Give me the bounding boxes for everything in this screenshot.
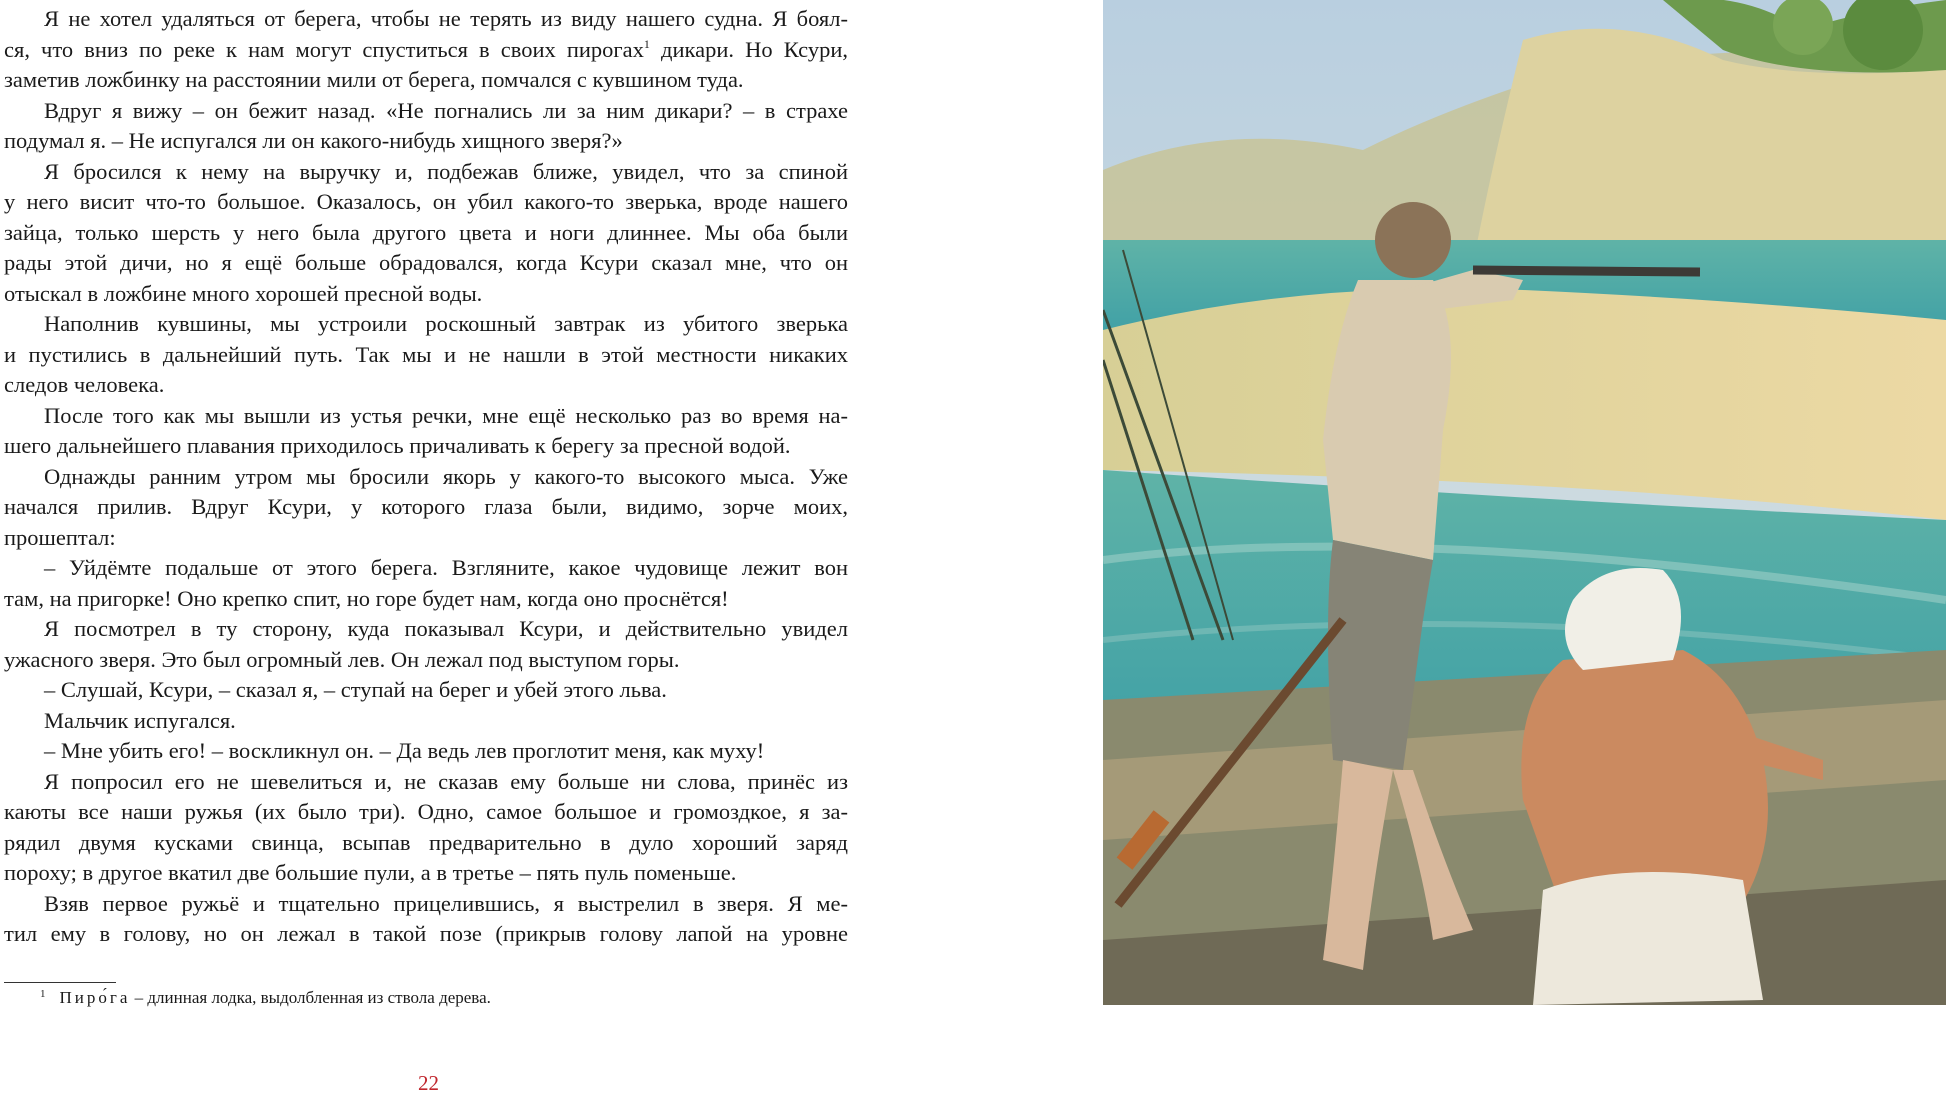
footnote-divider <box>4 982 116 983</box>
footnote-ref: 1 <box>643 36 650 51</box>
text-line: рады этой дичи, но я ещё больше обрадовался, когда Ксури сказал мне, что он <box>4 250 848 275</box>
text-line: у него висит что-то большое. Оказалось, он убил какого-то зверька, вроде нашего <box>4 189 848 214</box>
text-line: ся, что вниз по реке к нам могут спуститься в своих пирогах$^1$ дикари. Но Ксури, <box>4 36 848 62</box>
text-line: пороху; в другое вкатил две большие пули, а в третье – пять пуль поменьше. <box>4 860 737 885</box>
text-line: – Мне убить его! – воскликнул он. – Да ведь лев проглотит меня, как муху! <box>44 738 765 763</box>
illustration-hunter-on-boat <box>1103 0 1946 1005</box>
text-line: Вдруг я вижу – он бежит назад. «Не погнались ли за ним дикари? – в страхе <box>44 97 848 123</box>
footnote <box>40 988 491 1008</box>
text-line: начался прилив. Вдруг Ксури, у которого глаза были, видимо, зорче моих, <box>4 494 848 519</box>
main-text <box>4 4 848 950</box>
text-line: тил ему в голову, но он лежал в такой позе (прикрыв голову лапой на уровне <box>4 921 848 946</box>
text-line: Я бросился к нему на выручку и, подбежав ближе, увидел, что за спиной <box>44 158 848 184</box>
footnote-number: 1 <box>40 988 46 1000</box>
text-line: Мальчик испугался. <box>44 707 236 733</box>
text-line: шего дальнейшего плавания приходилось причаливать к берегу за пресной водой. <box>4 433 791 458</box>
text-line: – Уйдёмте подальше от этого берега. Взгляните, какое чудовище лежит вон <box>44 555 848 580</box>
footnote-definition: – длинная лодка, выдолбленная из ствола дерева. <box>130 988 491 1007</box>
text-line: подумал я. – Не испугался ли он какого-нибудь хищного зверя?» <box>4 128 623 153</box>
text-line: отыскал в ложбине много хорошей пресной воды. <box>4 280 483 306</box>
text-line: следов человека. <box>4 372 165 397</box>
text-line: Взяв первое ружьё и тщательно прицелившись, я выстрелил в зверя. Я ме- <box>44 890 848 916</box>
text-line: Наполнив кувшины, мы устроили роскошный завтрак из убитого зверька <box>44 311 848 336</box>
text-line: прошептал: <box>4 524 116 550</box>
text-line: там, на пригорке! Оно крепко спит, но горе будет нам, когда оно проснётся! <box>4 585 729 611</box>
page-number: 22 <box>418 1071 439 1095</box>
text-line: рядил двумя кусками свинца, всыпав предварительно в дуло хороший заряд <box>4 829 848 855</box>
text-line: Я попросил его не шевелиться и, не сказав ему больше ни слова, принёс из <box>44 768 848 794</box>
text-line: ужасного зверя. Это был огромный лев. Он лежал под выступом горы. <box>4 646 680 672</box>
text-line: зайца, только шерсть у него была другого цвета и ноги длиннее. Мы оба были <box>4 219 848 245</box>
text-line: заметив ложбинку на расстоянии мили от берега, помчался с кувшином туда. <box>4 67 744 92</box>
text-line: Однажды ранним утром мы бросили якорь у какого-то высокого мыса. Уже <box>44 463 848 489</box>
text-line: Я посмотрел в ту сторону, куда показывал Ксури, и действительно увидел <box>44 616 848 641</box>
text-line: и пустились в дальнейший путь. Так мы и не нашли в этой местности никаких <box>4 341 848 367</box>
text-line: каюты все наши ружья (их было три). Одно, самое большое и громоздкое, я за- <box>4 799 848 824</box>
text-line: Я не хотел удаляться от берега, чтобы не терять из виду нашего судна. Я боял- <box>44 6 848 31</box>
text-line: – Слушай, Ксури, – сказал я, – ступай на берег и убей этого льва. <box>44 677 667 702</box>
footnote-term: Пиро́га <box>59 988 131 1007</box>
text-line: После того как мы вышли из устья речки, мне ещё несколько раз во время на- <box>44 402 848 428</box>
